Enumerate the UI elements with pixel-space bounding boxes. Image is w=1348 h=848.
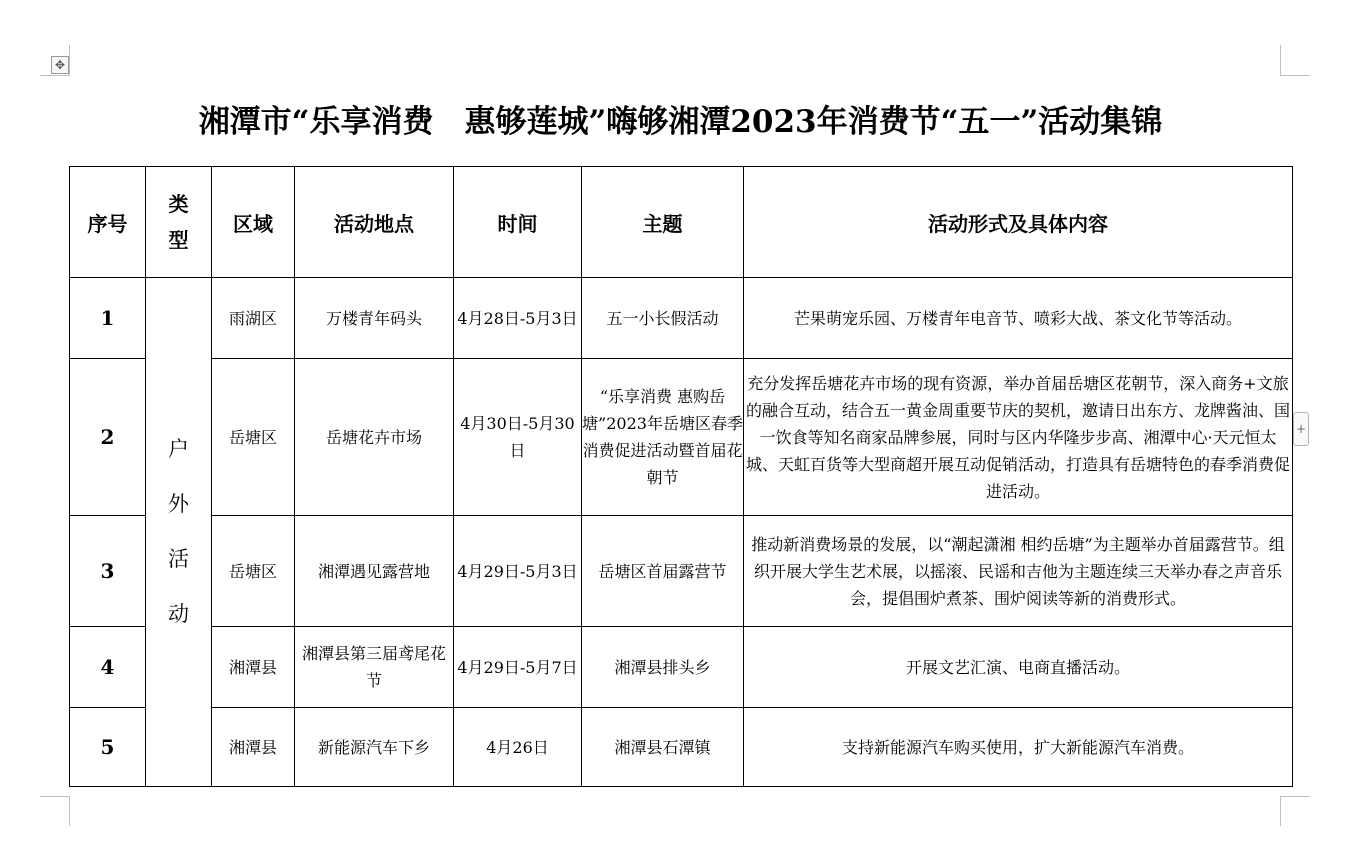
row-venue: 万楼青年码头 <box>295 278 454 359</box>
row-time: 4月28日-5月3日 <box>454 278 582 359</box>
document-title: 湘潭市“乐享消费 惠够莲城”嗨够湘潭2023年消费节“五一”活动集锦 <box>198 104 1163 140</box>
plus-icon: + <box>1295 422 1307 436</box>
row-theme: 湘潭县石潭镇 <box>582 708 744 787</box>
move-cross-icon: ✥ <box>54 58 66 72</box>
crop-mark <box>1280 796 1281 826</box>
activity-type-cell: 户 外 活 动 <box>146 278 212 787</box>
row-venue: 湘潭遇见露营地 <box>295 516 454 627</box>
row-index: 3 <box>70 516 146 627</box>
row-time: 4月26日 <box>454 708 582 787</box>
row-index: 2 <box>70 359 146 516</box>
crop-mark <box>1280 75 1310 76</box>
header-type: 类 型 <box>146 167 212 278</box>
crop-mark <box>40 75 70 76</box>
crop-mark <box>69 796 70 826</box>
add-column-button[interactable] <box>1293 412 1309 446</box>
row-time: 4月30日-5月30日 <box>454 359 582 516</box>
row-district: 湘潭县 <box>212 627 295 708</box>
row-district: 湘潭县 <box>212 708 295 787</box>
row-content: 支持新能源汽车购买使用，扩大新能源汽车消费。 <box>744 708 1293 787</box>
row-content: 充分发挥岳塘花卉市场的现有资源，举办首届岳塘区花朝节，深入商务+文旅的融合互动，结合五一黄金周重要节庆的契机，邀请日出东方、龙牌酱油、国一饮食等知名商家品牌参展，同时与区内华隆步步高、湘潭中心·天元恒太城、天虹百货等大型商超开展互动促销活动，打造具有岳塘特色的春季消费促进活动。 <box>744 359 1293 516</box>
crop-mark <box>40 796 70 797</box>
header-district: 区域 <box>212 167 295 278</box>
table-row <box>70 359 1293 516</box>
row-venue: 岳塘花卉市场 <box>295 359 454 516</box>
header-theme: 主题 <box>582 167 744 278</box>
row-venue: 湘潭县第三届鸢尾花节 <box>295 627 454 708</box>
table-row <box>70 708 1293 787</box>
row-district: 岳塘区 <box>212 359 295 516</box>
row-theme: 五一小长假活动 <box>582 278 744 359</box>
table-row <box>70 516 1293 627</box>
activity-table <box>69 166 1293 787</box>
row-content: 开展文艺汇演、电商直播活动。 <box>744 627 1293 708</box>
header-venue: 活动地点 <box>295 167 454 278</box>
header-index: 序号 <box>70 167 146 278</box>
crop-mark <box>1280 45 1281 75</box>
row-venue: 新能源汽车下乡 <box>295 708 454 787</box>
row-time: 4月29日-5月3日 <box>454 516 582 627</box>
row-time: 4月29日-5月7日 <box>454 627 582 708</box>
table-row <box>70 627 1293 708</box>
header-content: 活动形式及具体内容 <box>744 167 1293 278</box>
row-index: 5 <box>70 708 146 787</box>
table-move-handle[interactable] <box>51 56 69 74</box>
row-content: 推动新消费场景的发展，以“潮起潇湘 相约岳塘”为主题举办首届露营节。组织开展大学生艺术展，以摇滚、民谣和吉他为主题连续三天举办春之声音乐会，提倡围炉煮茶、围炉阅读等新的消费形式。 <box>744 516 1293 627</box>
table-row <box>70 278 1293 359</box>
row-index: 1 <box>70 278 146 359</box>
row-theme: “乐享消费 惠购岳塘”2023年岳塘区春季消费促进活动暨首届花朝节 <box>582 359 744 516</box>
crop-mark <box>1280 796 1310 797</box>
crop-mark <box>69 45 70 75</box>
row-district: 雨湖区 <box>212 278 295 359</box>
row-index: 4 <box>70 627 146 708</box>
row-district: 岳塘区 <box>212 516 295 627</box>
row-theme: 岳塘区首届露营节 <box>582 516 744 627</box>
row-theme: 湘潭县排头乡 <box>582 627 744 708</box>
header-time: 时间 <box>454 167 582 278</box>
header-row <box>70 167 1293 278</box>
row-content: 芒果萌宠乐园、万楼青年电音节、喷彩大战、茶文化节等活动。 <box>744 278 1293 359</box>
